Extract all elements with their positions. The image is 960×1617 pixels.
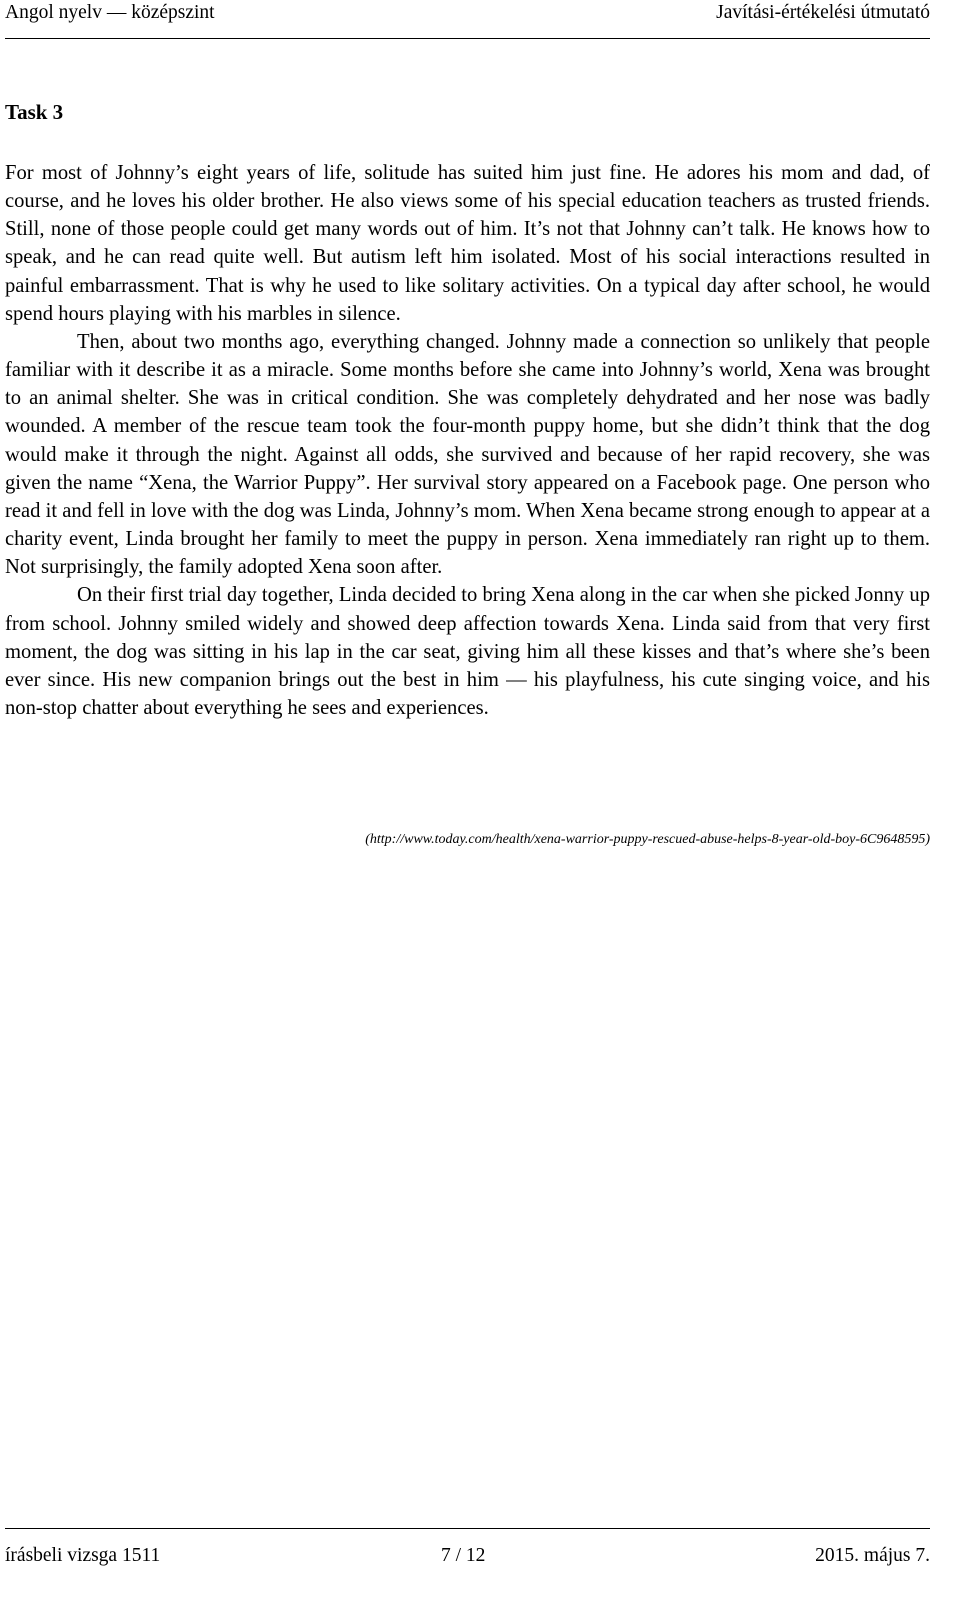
header-doc-type: Javítási-értékelési útmutató — [716, 2, 930, 23]
footer-page-number: 7 / 12 — [441, 1545, 486, 1566]
article-paragraph-3: On their first trial day together, Linda decided to bring Xena along in the car when she picked Jonny up from school. Johnny smiled widely and showed deep affection towards Xena. Linda said from that very first moment, the dog was sitting in his lap in the car seat, giving him all these kisses and that’s where she’s been ever since. His new companion brings out the best in him — his playfulness, his cute singing voice, and his non-stop chatter about everything he sees and experiences. — [5, 584, 930, 719]
source-citation: (http://www.today.com/health/xena-warrior-puppy-rescued-abuse-helps-8-year-old-boy-6C9648595) — [365, 832, 930, 847]
article-paragraph-1: For most of Johnny’s eight years of life, solitude has suited him just fine. He adores his mom and dad, of course, and he loves his older brother. He also views some of his special education teachers as trusted friends. Still, none of those people could get many words out of him. It’s not that Johnny can’t talk. He knows how to speak, and he can read quite well. But autism left him isolated. Most of his social interactions resulted in painful embarrassment. That is why he used to like solitary activities. On a typical day after school, he would spend hours playing with his marbles in silence. — [5, 162, 930, 325]
header-divider — [5, 38, 930, 39]
footer-exam-code: írásbeli vizsga 1511 — [5, 1545, 161, 1566]
footer-date: 2015. május 7. — [815, 1545, 930, 1566]
article-body — [5, 159, 930, 722]
task-title: Task 3 — [5, 100, 64, 124]
page-footer — [5, 1545, 930, 1575]
header-subject: Angol nyelv — középszint — [5, 2, 215, 23]
article-paragraph-2: Then, about two months ago, everything changed. Johnny made a connection so unlikely that people familiar with it describe it as a miracle. Some months before she came into Johnny’s world, Xena was brought to an animal shelter. She was in critical condition. She was completely dehydrated and her nose was badly wounded. A member of the rescue team took the four-month puppy home, but she didn’t think that the dog would make it through the night. Against all odds, she survived and because of her rapid recovery, she was given the name “Xena, the Warrior Puppy”. Her survival story appeared on a Facebook page. One person who read it and fell in love with the dog was Linda, Johnny’s mom. When Xena became strong enough to appear at a charity event, Linda brought her family to meet the puppy in person. Xena immediately ran right up to them. Not surprisingly, the family adopted Xena soon after. — [5, 330, 930, 579]
page-header — [5, 2, 930, 32]
footer-divider — [5, 1528, 930, 1529]
